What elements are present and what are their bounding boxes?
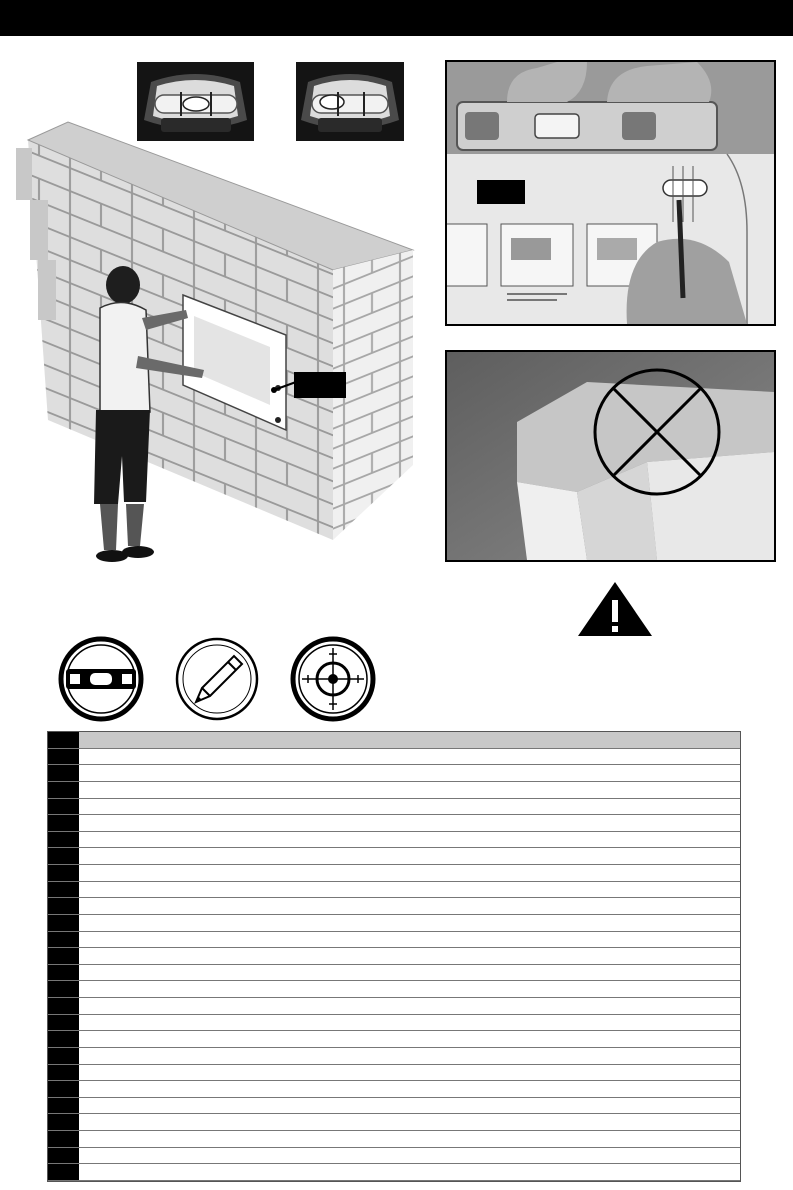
table-row	[48, 1131, 740, 1148]
row-language-tab	[48, 1148, 79, 1164]
row-language-tab	[48, 848, 79, 864]
table-row	[48, 799, 740, 816]
row-language-tab	[48, 1015, 79, 1031]
table-row	[48, 1114, 740, 1131]
wall-scene-illustration	[8, 120, 438, 580]
row-language-tab	[48, 732, 79, 748]
table-row	[48, 1164, 740, 1181]
table-row	[48, 1065, 740, 1082]
row-language-tab	[48, 799, 79, 815]
level-tool-icon	[56, 636, 146, 722]
row-language-tab	[48, 832, 79, 848]
table-row	[48, 848, 740, 865]
row-language-tab	[48, 965, 79, 981]
row-language-tab	[48, 882, 79, 898]
row-language-tab	[48, 782, 79, 798]
table-row	[48, 882, 740, 899]
row-language-tab	[48, 1114, 79, 1130]
table-row	[48, 965, 740, 982]
row-language-tab	[48, 765, 79, 781]
table-row	[48, 832, 740, 849]
marking-template-photo	[445, 60, 776, 326]
top-header-bar	[0, 0, 793, 36]
row-language-tab	[48, 1031, 79, 1047]
table-row	[48, 948, 740, 965]
row-language-tab	[48, 865, 79, 881]
table-row	[48, 1031, 740, 1048]
row-language-tab	[48, 1098, 79, 1114]
corner-detail-photo	[445, 350, 776, 562]
row-language-tab	[48, 898, 79, 914]
table-row	[48, 1081, 740, 1098]
table-row	[48, 865, 740, 882]
table-row	[48, 998, 740, 1015]
table-row	[48, 1015, 740, 1032]
table-row	[48, 1048, 740, 1065]
row-language-tab	[48, 749, 79, 765]
row-language-tab	[48, 815, 79, 831]
row-language-tab	[48, 981, 79, 997]
table-row	[48, 749, 740, 766]
table-row	[48, 915, 740, 932]
table-row	[48, 932, 740, 949]
table-row	[48, 1098, 740, 1115]
instruction-table	[47, 731, 741, 1182]
table-row	[48, 815, 740, 832]
table-row	[48, 765, 740, 782]
table-row	[48, 898, 740, 915]
table-header-row	[48, 732, 740, 749]
table-row	[48, 782, 740, 799]
warning-triangle-icon	[574, 578, 656, 640]
row-language-tab	[48, 915, 79, 931]
row-language-tab	[48, 1048, 79, 1064]
row-language-tab	[48, 932, 79, 948]
target-icon	[288, 636, 378, 722]
row-language-tab	[48, 948, 79, 964]
row-language-tab	[48, 1065, 79, 1081]
table-row	[48, 1148, 740, 1165]
row-language-tab	[48, 1131, 79, 1147]
pencil-icon	[172, 636, 262, 722]
row-language-tab	[48, 998, 79, 1014]
row-language-tab	[48, 1081, 79, 1097]
row-language-tab	[48, 1164, 79, 1180]
table-row	[48, 981, 740, 998]
